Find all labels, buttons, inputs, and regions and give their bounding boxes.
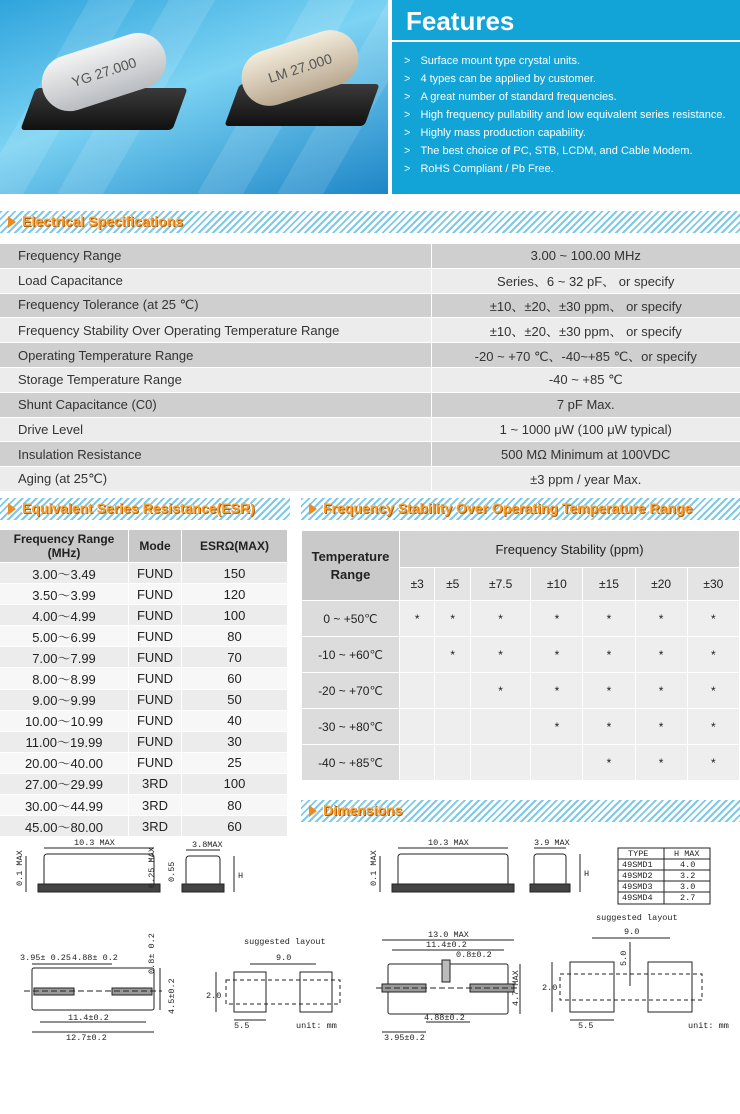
features-divider <box>392 40 740 42</box>
spec-label: Frequency Tolerance (at 25 ℃) <box>0 293 431 318</box>
cell-esr: 100 <box>182 773 288 794</box>
temperature-range: -10 ~ +60℃ <box>302 637 400 673</box>
type-table-cell: 4.0 <box>680 860 696 870</box>
electrical-section-title: Electrical Specifications <box>22 213 184 229</box>
stability-section-header <box>301 498 740 520</box>
dim-label: 12.7±0.2 <box>66 1033 107 1043</box>
type-table-cell: 49SMD3 <box>622 882 653 892</box>
right-end-base <box>530 884 570 892</box>
table-row <box>0 668 288 689</box>
spec-value: 7 pF Max. <box>431 392 740 417</box>
dimensions-section-title: Dimensions <box>323 802 403 818</box>
table-header-row <box>302 531 740 568</box>
spec-value: -20 ~ +70 ℃、-40~+85 ℃、or specify <box>431 343 740 368</box>
tolerance-header: ±10 <box>531 568 583 601</box>
dim-label: 0.1 MAX <box>15 850 25 886</box>
tolerance-header: ±20 <box>635 568 687 601</box>
feature-item: > High frequency pullability and low equivalent series resistance. <box>404 106 726 124</box>
stability-mark: * <box>583 601 635 637</box>
tolerance-header: ±7.5 <box>470 568 530 601</box>
stability-mark: * <box>583 709 635 745</box>
right-end-body <box>534 854 566 886</box>
table-row <box>302 709 740 745</box>
stability-mark: * <box>435 637 470 673</box>
arrow-right-icon <box>309 503 317 515</box>
spec-value: Series、6 ~ 32 pF、 or specify <box>431 268 740 293</box>
feature-item: > Surface mount type crystal units. <box>404 52 726 70</box>
dim-label: 3.95±0.2 <box>384 1033 425 1043</box>
cell-esr: 70 <box>182 647 288 668</box>
cell-frequency: 8.00～8.99 <box>0 668 129 689</box>
dim-label: 0.25 MAX <box>147 847 157 888</box>
type-table-header: H MAX <box>674 849 700 859</box>
stability-mark: * <box>583 745 635 781</box>
spec-value: 1 ~ 1000 μW (100 μW typical) <box>431 417 740 442</box>
cell-esr: 150 <box>182 563 288 584</box>
table-row <box>0 417 740 442</box>
features-panel <box>392 0 740 194</box>
right-lead <box>442 960 450 982</box>
dim-label: 4.88± 0.2 <box>72 953 118 963</box>
table-row <box>0 584 288 605</box>
table-row <box>0 647 288 668</box>
product-photo <box>0 0 388 194</box>
layout-title: suggested layout <box>244 937 326 947</box>
dim-label: 3.95± 0.25 <box>20 953 72 963</box>
type-table-cell: 49SMD2 <box>622 871 653 881</box>
cell-esr: 40 <box>182 710 288 731</box>
stability-mark <box>435 745 470 781</box>
stability-mark <box>400 745 435 781</box>
type-table-cell: 49SMD1 <box>622 860 653 870</box>
table-row <box>0 795 288 816</box>
column-header: Mode <box>129 530 182 563</box>
type-table-cell: 2.7 <box>680 893 696 903</box>
dim-label: H <box>584 869 590 879</box>
cell-mode: FUND <box>129 563 182 584</box>
table-row <box>0 626 288 647</box>
stability-mark: * <box>531 673 583 709</box>
type-table-header: TYPE <box>628 849 649 859</box>
dim-label: 4.7 MAX <box>511 970 521 1006</box>
cell-mode: FUND <box>129 710 182 731</box>
table-row <box>302 601 740 637</box>
cell-mode: FUND <box>129 605 182 626</box>
stability-mark: * <box>635 637 687 673</box>
table-row <box>0 563 288 584</box>
stability-mark: * <box>687 601 739 637</box>
stability-mark <box>400 673 435 709</box>
features-list <box>404 52 726 178</box>
table-row <box>302 673 740 709</box>
layout-pad-right <box>648 962 692 1012</box>
table-row <box>0 343 740 368</box>
cell-mode: 3RD <box>129 773 182 794</box>
dim-label: 2.0 <box>206 991 222 1001</box>
stability-mark: * <box>470 601 530 637</box>
type-table-cell: 3.0 <box>680 882 696 892</box>
stability-mark <box>470 745 530 781</box>
layout-outline <box>226 980 340 1004</box>
table-header-row <box>0 530 288 563</box>
cell-frequency: 5.00～6.99 <box>0 626 129 647</box>
cell-esr: 100 <box>182 605 288 626</box>
esr-section-title: Equivalent Series Resistance(ESR) <box>22 500 255 516</box>
left-end-base <box>182 884 224 892</box>
crystal-marking-1: YG 27.000 <box>69 54 139 90</box>
stability-mark <box>531 745 583 781</box>
table-row <box>0 318 740 343</box>
cell-frequency: 3.00～3.49 <box>0 563 129 584</box>
table-row <box>0 752 288 773</box>
table-row <box>0 367 740 392</box>
dim-label: 3.8MAX <box>192 840 223 850</box>
spec-label: Frequency Range <box>0 244 431 268</box>
stability-mark: * <box>470 673 530 709</box>
column-header: ESRΩ(MAX) <box>182 530 288 563</box>
cell-frequency: 27.00～29.99 <box>0 773 129 794</box>
crystal-marking-2: LM 27.000 <box>266 50 334 86</box>
cell-esr: 60 <box>182 668 288 689</box>
type-table-cell: 3.2 <box>680 871 696 881</box>
feature-item: > The best choice of PC, STB, LCDM, and Cable Modem. <box>404 142 726 160</box>
cell-frequency: 45.00～80.00 <box>0 816 129 837</box>
stability-mark: * <box>687 637 739 673</box>
stability-mark <box>400 637 435 673</box>
arrow-right-icon <box>8 503 16 515</box>
cell-mode: FUND <box>129 626 182 647</box>
cell-frequency: 4.00～4.99 <box>0 605 129 626</box>
cell-mode: 3RD <box>129 816 182 837</box>
dim-label: 9.0 <box>276 953 292 963</box>
stability-mark: * <box>400 601 435 637</box>
stability-mark <box>435 709 470 745</box>
dim-label: 4.5±0.2 <box>167 978 177 1014</box>
stability-mark: * <box>531 637 583 673</box>
dim-label: 10.3 MAX <box>428 838 469 848</box>
dim-label: 10.3 MAX <box>74 838 115 848</box>
cell-frequency: 7.00～7.99 <box>0 647 129 668</box>
dim-label: H <box>238 871 244 881</box>
spec-value: ±3 ppm / year Max. <box>431 467 740 492</box>
tolerance-header: ±15 <box>583 568 635 601</box>
table-row <box>0 392 740 417</box>
dim-label: 0.8±0.2 <box>456 950 492 960</box>
table-row <box>0 731 288 752</box>
cell-mode: FUND <box>129 668 182 689</box>
cell-frequency: 10.00～10.99 <box>0 710 129 731</box>
spec-label: Storage Temperature Range <box>0 367 431 392</box>
dim-label: 2.0 <box>542 983 558 993</box>
spec-label: Aging (at 25℃) <box>0 467 431 492</box>
stability-mark <box>470 709 530 745</box>
dim-label: 5.5 <box>234 1021 250 1031</box>
stability-mark: * <box>470 637 530 673</box>
table-row <box>0 605 288 626</box>
spec-label: Load Capacitance <box>0 268 431 293</box>
stability-mark <box>435 673 470 709</box>
stability-mark: * <box>635 745 687 781</box>
esr-section-header <box>0 498 290 520</box>
tolerance-header: ±3 <box>400 568 435 601</box>
spec-label: Shunt Capacitance (C0) <box>0 392 431 417</box>
stability-mark: * <box>635 673 687 709</box>
layout-pad-left <box>234 972 266 1012</box>
dim-label: 11.4±0.2 <box>68 1013 109 1023</box>
electrical-spec-table <box>0 244 740 492</box>
unit-label: unit: mm <box>296 1021 337 1031</box>
tolerance-header: ±5 <box>435 568 470 601</box>
cell-frequency: 11.00～19.99 <box>0 731 129 752</box>
cell-mode: FUND <box>129 731 182 752</box>
cell-esr: 30 <box>182 731 288 752</box>
temperature-range: -20 ~ +70℃ <box>302 673 400 709</box>
arrow-right-icon <box>309 805 317 817</box>
temperature-range: 0 ~ +50℃ <box>302 601 400 637</box>
arrow-right-icon <box>8 216 16 228</box>
stability-mark: * <box>687 709 739 745</box>
dim-label: 0.55 <box>167 861 177 882</box>
cell-esr: 50 <box>182 689 288 710</box>
electrical-section-header <box>0 211 740 233</box>
stability-mark: * <box>531 601 583 637</box>
dim-label: 0.8± 0.2 <box>147 933 157 974</box>
cell-frequency: 9.00～9.99 <box>0 689 129 710</box>
cell-frequency: 30.00～44.99 <box>0 795 129 816</box>
table-row <box>0 710 288 731</box>
spec-label: Frequency Stability Over Operating Temperature Range <box>0 318 431 343</box>
stability-mark <box>400 709 435 745</box>
tolerance-header: ±30 <box>687 568 739 601</box>
table-row <box>0 773 288 794</box>
type-table-cell: 49SMD4 <box>622 893 653 903</box>
right-package-base <box>392 884 514 892</box>
dim-label: 5.5 <box>578 1021 594 1031</box>
esr-table <box>0 530 288 836</box>
cell-mode: FUND <box>129 584 182 605</box>
layout-pad-right <box>300 972 332 1012</box>
stability-mark: * <box>687 673 739 709</box>
frequency-stability-header: Frequency Stability (ppm) <box>400 531 740 568</box>
table-row <box>0 293 740 318</box>
table-row <box>0 442 740 467</box>
cell-mode: 3RD <box>129 795 182 816</box>
spec-value: 3.00 ~ 100.00 MHz <box>431 244 740 268</box>
temperature-range-header: Temperature Range <box>302 531 400 601</box>
spec-value: -40 ~ +85 ℃ <box>431 367 740 392</box>
unit-label: unit: mm <box>688 1021 729 1031</box>
stability-table <box>301 530 740 781</box>
right-package-body <box>398 854 508 888</box>
spec-label: Drive Level <box>0 417 431 442</box>
spec-label: Insulation Resistance <box>0 442 431 467</box>
left-end-body <box>186 856 220 886</box>
cell-frequency: 20.00～40.00 <box>0 752 129 773</box>
stability-mark: * <box>635 601 687 637</box>
feature-item: > 4 types can be applied by customer. <box>404 70 726 88</box>
stability-mark: * <box>435 601 470 637</box>
stability-mark: * <box>531 709 583 745</box>
stability-mark: * <box>635 709 687 745</box>
dim-label: 5.0 <box>619 950 629 966</box>
dim-label: 11.4±0.2 <box>426 940 467 950</box>
cell-esr: 25 <box>182 752 288 773</box>
spec-value: 500 MΩ Minimum at 100VDC <box>431 442 740 467</box>
table-row <box>302 745 740 781</box>
cell-mode: FUND <box>129 752 182 773</box>
spec-value: ±10、±20、±30 ppm、 or specify <box>431 293 740 318</box>
table-row <box>302 637 740 673</box>
feature-item: > A great number of standard frequencies. <box>404 88 726 106</box>
stability-section-title: Frequency Stability Over Operating Temperature Range <box>323 500 693 516</box>
layout-pad-left <box>570 962 614 1012</box>
spec-label: Operating Temperature Range <box>0 343 431 368</box>
feature-item: > Highly mass production capability. <box>404 124 726 142</box>
column-header: Frequency Range (MHz) <box>0 530 129 563</box>
stability-mark: * <box>583 673 635 709</box>
layout-title: suggested layout <box>596 913 678 923</box>
dim-label: 9.0 <box>624 927 640 937</box>
temperature-range: -40 ~ +85℃ <box>302 745 400 781</box>
features-title: Features <box>406 6 515 36</box>
dimension-drawings <box>0 826 740 1114</box>
dim-label: 13.0 MAX <box>428 930 469 940</box>
spec-value: ±10、±20、±30 ppm、 or specify <box>431 318 740 343</box>
cell-mode: FUND <box>129 689 182 710</box>
table-row <box>0 467 740 492</box>
table-row <box>0 689 288 710</box>
feature-item: > RoHS Compliant / Pb Free. <box>404 160 726 178</box>
dim-label: 3.9 MAX <box>534 838 570 848</box>
dim-label: 4.88±0.2 <box>424 1013 465 1023</box>
left-package-base <box>38 884 160 892</box>
stability-mark: * <box>583 637 635 673</box>
cell-esr: 60 <box>182 816 288 837</box>
cell-mode: FUND <box>129 647 182 668</box>
table-row <box>0 244 740 268</box>
table-row <box>0 268 740 293</box>
cell-esr: 120 <box>182 584 288 605</box>
temperature-range: -30 ~ +80℃ <box>302 709 400 745</box>
cell-esr: 80 <box>182 795 288 816</box>
cell-esr: 80 <box>182 626 288 647</box>
layout-outline <box>560 974 702 1000</box>
cell-frequency: 3.50～3.99 <box>0 584 129 605</box>
left-package-body <box>44 854 154 888</box>
dim-label: 0.1 MAX <box>369 850 379 886</box>
dimensions-section-header <box>301 800 740 822</box>
stability-mark: * <box>687 745 739 781</box>
